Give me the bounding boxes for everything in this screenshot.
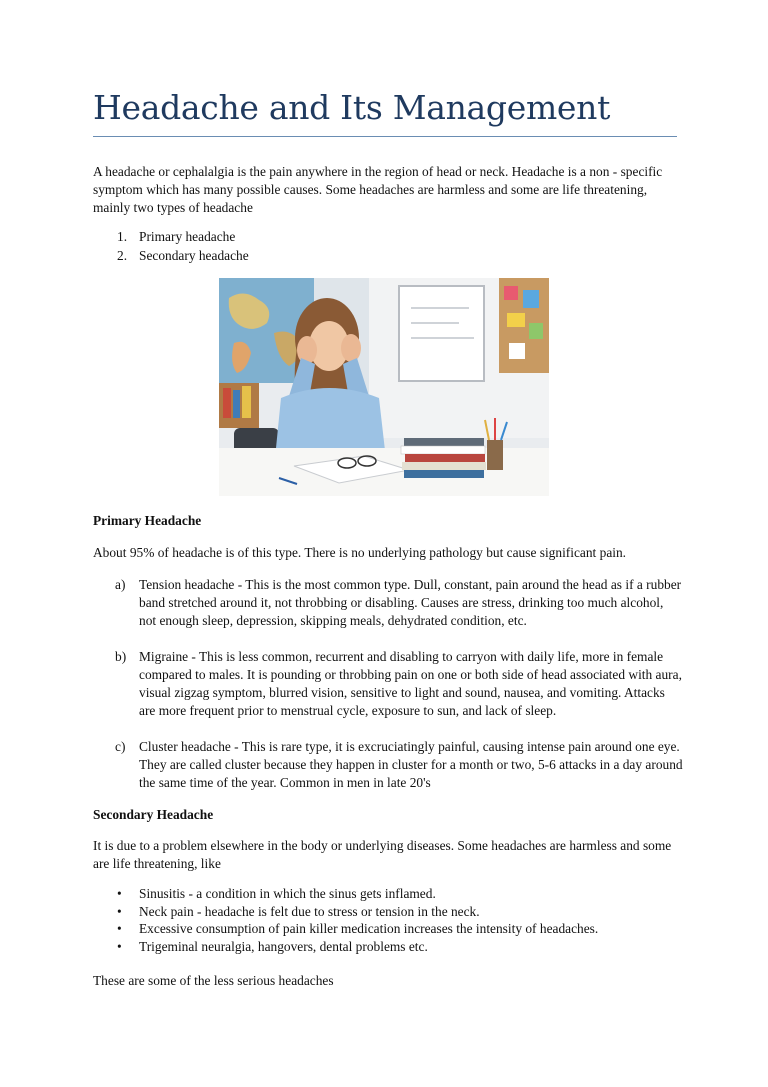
secondary-headache-heading: Secondary Headache	[93, 807, 214, 822]
list-item-text: Tension headache - This is the most common type. Dull, constant, pain around the head as if a rubber band stretched around it, not throbbing or disabling. Causes are stress, drinking too much alcohol, not enough sleep, depression, skipping meals, dehydrated condition, etc.	[139, 577, 682, 628]
list-number: 1.	[117, 229, 128, 244]
primary-headache-list	[93, 576, 683, 810]
list-label: c)	[115, 739, 126, 754]
headache-types-list	[93, 228, 683, 266]
list-item	[93, 903, 683, 921]
title-divider	[93, 136, 677, 137]
list-item-text: Migraine - This is less common, recurrent and disabling to carryon with daily life, more in female compared to males. It is pounding or throbbing pain on one or both side of head associated with aura, visual zigzag symptom, blurred vision, sensitive to light and sound, nausea, and vomiting. Attacks are more frequent prior to menstrual cycle, exposure to sun, and lack of sleep.	[139, 649, 682, 718]
primary-headache-heading: Primary Headache	[93, 513, 202, 528]
list-label: b)	[115, 649, 127, 664]
list-item	[93, 247, 683, 266]
list-item-text: Trigeminal neuralgia, hangovers, dental problems etc.	[139, 938, 428, 954]
closing-paragraph: These are some of the less serious headaches	[93, 973, 334, 988]
list-item	[93, 738, 683, 792]
bullet-icon: •	[117, 921, 122, 937]
bullet-icon: •	[117, 886, 122, 901]
headache-photo	[219, 278, 549, 496]
page-title: Headache and Its Management	[93, 88, 611, 127]
woman-with-headache-illustration	[219, 278, 549, 496]
list-item-text: Neck pain - headache is felt due to stress or tension in the neck.	[139, 903, 480, 919]
list-item	[93, 648, 683, 720]
list-item	[93, 938, 683, 956]
list-number: 2.	[117, 248, 128, 263]
list-item	[93, 885, 683, 903]
secondary-headache-list	[93, 885, 683, 955]
list-item	[93, 920, 683, 938]
bullet-icon: •	[117, 938, 122, 954]
list-item-text: Cluster headache - This is rare type, it is excruciatingly painful, causing intense pain around one eye. They are called cluster because they happen in cluster for a month or two, 5-6 attacks in a day around the same time of the year. Common in men in late 20's	[139, 739, 683, 790]
list-item-text: Excessive consumption of pain killer medication increases the intensity of headaches.	[139, 921, 599, 937]
list-item	[93, 576, 683, 630]
list-label: a)	[115, 577, 126, 592]
list-item-text: Secondary headache	[139, 248, 249, 263]
list-item-text: Primary headache	[139, 229, 236, 244]
bullet-icon: •	[117, 903, 122, 919]
secondary-headache-intro: It is due to a problem elsewhere in the body or underlying diseases. Some headaches are harmless and some are life threatening, like	[93, 838, 672, 871]
list-item-text: Sinusitis - a condition in which the sinus gets inflamed.	[139, 886, 436, 901]
intro-paragraph: A headache or cephalalgia is the pain anywhere in the region of head or neck. Headache is a non - specific symptom which has many possible causes. Some headaches are harmless and some are life threatening, mainly two types of headache	[93, 164, 663, 215]
primary-headache-intro: About 95% of headache is of this type. There is no underlying pathology but cause significant pain.	[93, 545, 627, 560]
list-item	[93, 228, 683, 247]
